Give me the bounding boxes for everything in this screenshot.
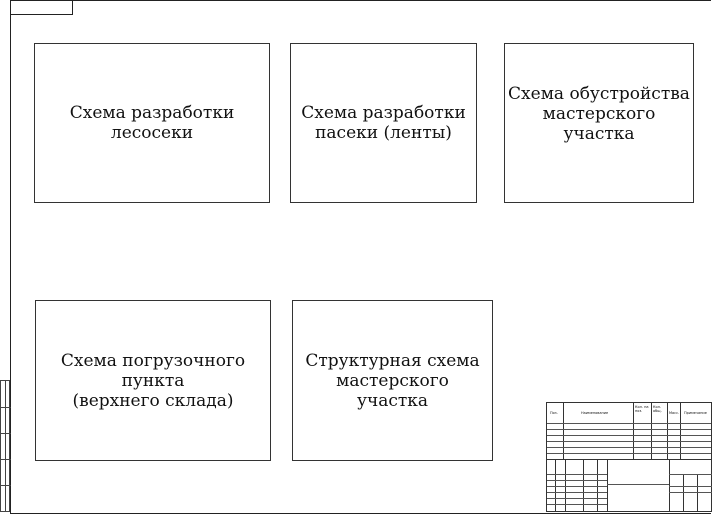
header-pos: Поз. xyxy=(550,411,558,415)
header-mass: Масс. xyxy=(669,411,680,415)
box-strip-scheme xyxy=(290,43,477,203)
box-master-site-layout xyxy=(504,43,694,203)
header-qty-a: Кол. на поз. xyxy=(635,405,649,413)
specification-table xyxy=(546,402,712,460)
box-structural-label: Структурная схема мастерского участка xyxy=(305,350,480,411)
header-name: Наименование xyxy=(581,411,609,415)
box-loading-point-label: Схема погрузочного пункта (верхнего склада) xyxy=(60,350,246,411)
binding-strip xyxy=(0,380,10,512)
sheet-corner-tab xyxy=(10,0,73,15)
box-structural-scheme xyxy=(292,300,493,461)
header-qty-b: Кол. общ. xyxy=(653,405,662,413)
header-note: Примечание xyxy=(684,411,707,415)
title-block xyxy=(546,402,712,512)
main-inscription xyxy=(546,460,712,512)
box-felling-area-scheme xyxy=(34,43,270,203)
box-master-site-layout-label: Схема обустройства мастерского участка xyxy=(508,84,690,144)
box-felling-area-label: Схема разработки лесосеки xyxy=(69,103,235,143)
box-strip-label: Схема разработки пасеки (ленты) xyxy=(301,103,466,143)
box-loading-point-scheme xyxy=(35,300,271,461)
